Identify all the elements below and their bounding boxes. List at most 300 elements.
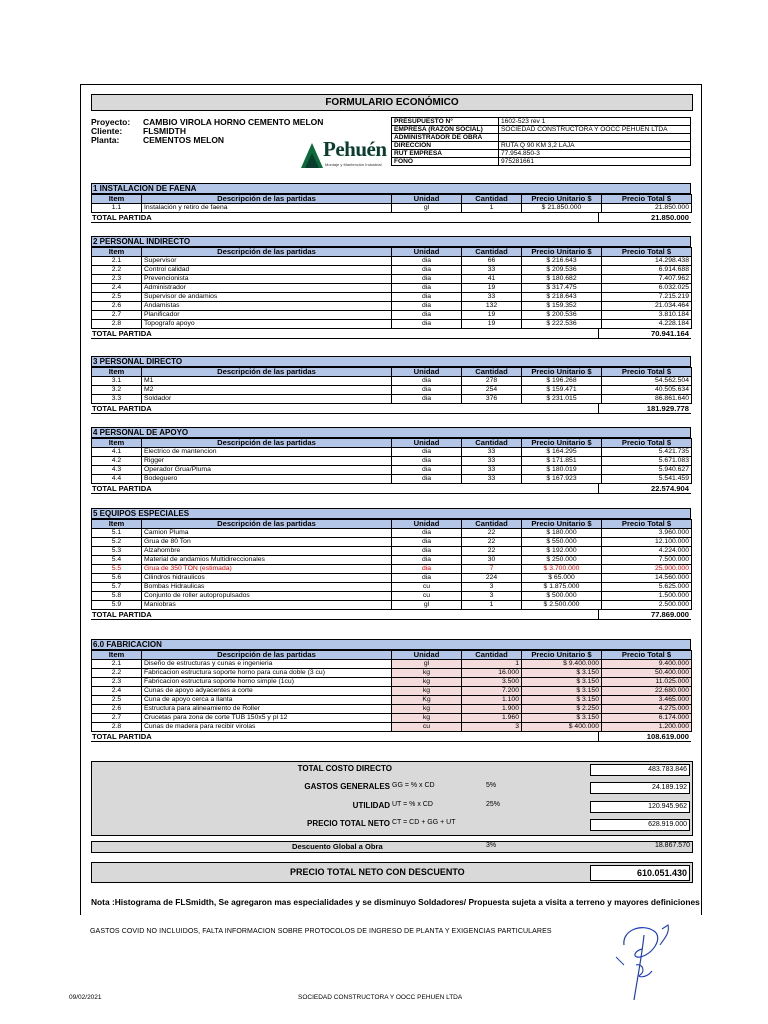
cell-desc: Rigger bbox=[142, 457, 392, 466]
cell-pu: $ 216.643 bbox=[522, 257, 602, 266]
logo-tagline: Montaje y Mantención Industrial bbox=[325, 162, 382, 167]
table-row bbox=[92, 547, 692, 556]
cell-cantidad: 1.900 bbox=[462, 705, 522, 714]
info-value bbox=[499, 134, 691, 142]
cell-unidad: kg bbox=[392, 687, 462, 696]
utilidad-row bbox=[92, 801, 692, 813]
cell-cantidad: 22 bbox=[462, 547, 522, 556]
column-header-item: Item bbox=[92, 195, 142, 204]
total-costo-directo-row bbox=[92, 764, 692, 776]
cell-desc: Cilindros hidraulicos bbox=[142, 574, 392, 583]
cell-unidad: dia bbox=[392, 466, 462, 475]
column-header-pu: Precio Unitario $ bbox=[522, 439, 602, 448]
info-key: EMPRESA (RAZON SOCIAL) bbox=[392, 126, 499, 134]
total-partida-value: 181.929.778 bbox=[598, 404, 691, 413]
cell-pu: $ 3.700.000 bbox=[522, 565, 602, 574]
table-row bbox=[92, 660, 692, 669]
cell-desc: Prevencionista bbox=[142, 275, 392, 284]
cell-desc: Planificador bbox=[142, 311, 392, 320]
cell-cantidad: 33 bbox=[462, 266, 522, 275]
table-row bbox=[92, 204, 692, 213]
table-row bbox=[92, 293, 692, 302]
cell-unidad: dia bbox=[392, 556, 462, 565]
table-row bbox=[92, 257, 692, 266]
cell-pu: $ 192.000 bbox=[522, 547, 602, 556]
column-header-pu: Precio Unitario $ bbox=[522, 248, 602, 257]
items-table bbox=[91, 438, 692, 484]
section-1 bbox=[91, 183, 691, 223]
table-row bbox=[92, 395, 692, 404]
cell-cantidad: 3.500 bbox=[462, 678, 522, 687]
cell-item: 2.2 bbox=[92, 266, 142, 275]
gg-formula: GG = % x CD bbox=[392, 782, 435, 789]
cell-pt: 9.400.000 bbox=[602, 660, 692, 669]
items-table bbox=[91, 519, 692, 610]
column-header-pt: Precio Total $ bbox=[602, 248, 692, 257]
info-row bbox=[392, 150, 691, 158]
cell-unidad: dia bbox=[392, 275, 462, 284]
cell-pt: 5.421.735 bbox=[602, 448, 692, 457]
info-value: 975281661 bbox=[499, 158, 691, 166]
table-row bbox=[92, 320, 692, 329]
total-partida-label: TOTAL PARTIDA bbox=[92, 404, 152, 413]
cell-cantidad: 33 bbox=[462, 293, 522, 302]
column-header-pt: Precio Total $ bbox=[602, 520, 692, 529]
section-2 bbox=[91, 236, 691, 339]
info-row bbox=[392, 158, 691, 166]
cell-unidad: dia bbox=[392, 266, 462, 275]
cell-item: 1.1 bbox=[92, 204, 142, 213]
cell-pu: $ 2.500.000 bbox=[522, 601, 602, 610]
cell-pu: $ 65.000 bbox=[522, 574, 602, 583]
cell-pt: 12.100.000 bbox=[602, 538, 692, 547]
column-header-desc: Descripción de las partidas bbox=[142, 368, 392, 377]
cell-item: 5.1 bbox=[92, 529, 142, 538]
cell-item: 4.3 bbox=[92, 466, 142, 475]
descuento-label: Descuento Global a Obra bbox=[292, 842, 383, 851]
section-4 bbox=[91, 427, 691, 494]
cell-desc: Supervisor bbox=[142, 257, 392, 266]
cell-cantidad: 30 bbox=[462, 556, 522, 565]
table-row bbox=[92, 266, 692, 275]
cell-desc: Supervisor de andamios bbox=[142, 293, 392, 302]
section-title: 3 PERSONAL DIRECTO bbox=[91, 356, 691, 367]
cell-cantidad: 1.100 bbox=[462, 696, 522, 705]
cell-cantidad: 3 bbox=[462, 723, 522, 732]
neto-formula: CT = CD + GG + UT bbox=[392, 819, 456, 826]
items-table bbox=[91, 650, 692, 732]
cell-pt: 5.671.083 bbox=[602, 457, 692, 466]
cell-pu: $ 209.536 bbox=[522, 266, 602, 275]
cell-item: 2.6 bbox=[92, 705, 142, 714]
cell-cantidad: 376 bbox=[462, 395, 522, 404]
table-row bbox=[92, 714, 692, 723]
column-header-cantidad: Cantidad bbox=[462, 368, 522, 377]
cell-pt: 40.505.634 bbox=[602, 386, 692, 395]
proyecto-value: CAMBIO VIROLA HORNO CEMENTO MELON bbox=[143, 117, 324, 127]
footer-date: 09/02/2021 bbox=[69, 994, 102, 1001]
cell-desc: Bodeguero bbox=[142, 475, 392, 484]
info-key: FONO bbox=[392, 158, 499, 166]
precio-neto-row bbox=[92, 819, 692, 831]
cell-pu: $ 3.150 bbox=[522, 696, 602, 705]
column-header-item: Item bbox=[92, 248, 142, 257]
cell-cantidad: 22 bbox=[462, 529, 522, 538]
cell-unidad: dia bbox=[392, 311, 462, 320]
ut-label: UTILIDAD bbox=[352, 801, 390, 810]
cell-item: 5.6 bbox=[92, 574, 142, 583]
gastos-generales-row bbox=[92, 782, 692, 794]
cell-pu: $ 9.400.000 bbox=[522, 660, 602, 669]
cell-desc: Electrico de mantencion bbox=[142, 448, 392, 457]
cell-pu: $ 3.150 bbox=[522, 678, 602, 687]
cell-cantidad: 33 bbox=[462, 448, 522, 457]
cell-desc: Conjunto de roller autopropulsados bbox=[142, 592, 392, 601]
planta-value: CEMENTOS MELON bbox=[143, 135, 225, 145]
gg-label: GASTOS GENERALES bbox=[304, 782, 390, 791]
cell-unidad: kg bbox=[392, 669, 462, 678]
cell-pt: 4.224.000 bbox=[602, 547, 692, 556]
cell-item: 4.1 bbox=[92, 448, 142, 457]
cell-desc: Alzahombre bbox=[142, 547, 392, 556]
cell-pt: 7.407.962 bbox=[602, 275, 692, 284]
cell-pt: 22.680.000 bbox=[602, 687, 692, 696]
header-row bbox=[92, 368, 692, 377]
cell-pt: 86.861.640 bbox=[602, 395, 692, 404]
header-row bbox=[92, 651, 692, 660]
cell-desc: Grua de 80 Ton bbox=[142, 538, 392, 547]
cell-desc: Operador Grua/Pluma bbox=[142, 466, 392, 475]
footer-company: SOCIEDAD CONSTRUCTORA Y OOCC PEHUEN LTDA bbox=[298, 994, 463, 1001]
costo-directo-label: TOTAL COSTO DIRECTO bbox=[297, 764, 392, 773]
cell-desc: Maniobras bbox=[142, 601, 392, 610]
cell-item: 3.3 bbox=[92, 395, 142, 404]
cell-item: 5.7 bbox=[92, 583, 142, 592]
table-row bbox=[92, 565, 692, 574]
column-header-pt: Precio Total $ bbox=[602, 368, 692, 377]
cell-desc: M2 bbox=[142, 386, 392, 395]
cell-desc: Soldador bbox=[142, 395, 392, 404]
cell-item: 2.7 bbox=[92, 714, 142, 723]
descuento-pct: 3% bbox=[486, 842, 497, 849]
column-header-unidad: Unidad bbox=[392, 520, 462, 529]
cell-unidad: dia bbox=[392, 457, 462, 466]
form-title: FORMULARIO ECONÓMICO bbox=[91, 94, 693, 111]
column-header-unidad: Unidad bbox=[392, 368, 462, 377]
cell-unidad: dia bbox=[392, 395, 462, 404]
cell-desc: M1 bbox=[142, 377, 392, 386]
table-row bbox=[92, 601, 692, 610]
cell-desc: Administrador bbox=[142, 284, 392, 293]
cell-desc: Diseño de estructuras y cunas e ingenieria bbox=[142, 660, 392, 669]
cell-item: 2.4 bbox=[92, 687, 142, 696]
proyecto-label: Proyecto: bbox=[91, 117, 131, 127]
column-header-cantidad: Cantidad bbox=[462, 195, 522, 204]
cell-cantidad: 19 bbox=[462, 284, 522, 293]
section-6 bbox=[91, 639, 691, 742]
total-partida-label: TOTAL PARTIDA bbox=[92, 213, 152, 222]
cell-pt: 3.810.184 bbox=[602, 311, 692, 320]
cell-desc: Andamistas bbox=[142, 302, 392, 311]
info-row bbox=[392, 126, 691, 134]
column-header-desc: Descripción de las partidas bbox=[142, 195, 392, 204]
table-row bbox=[92, 556, 692, 565]
cell-desc: Cuna de apoyo cerca a llanta bbox=[142, 696, 392, 705]
total-partida-label: TOTAL PARTIDA bbox=[92, 329, 152, 338]
cell-pu: $ 196.268 bbox=[522, 377, 602, 386]
nota-text: Nota :Histograma de FLSmidth, Se agregaron mas especialidades y se disminuyo Soldadores/ Propuesta sujeta a visita a terreno y mayores definiciones bbox=[91, 897, 700, 907]
cell-pu: $ 231.015 bbox=[522, 395, 602, 404]
cell-desc: Crucetas para zona de corte TUB 150x5 y pl 12 bbox=[142, 714, 392, 723]
cell-pt: 14.298.438 bbox=[602, 257, 692, 266]
cell-pu: $ 500.000 bbox=[522, 592, 602, 601]
cell-unidad: dia bbox=[392, 320, 462, 329]
cell-pt: 25.900.000 bbox=[602, 565, 692, 574]
cell-pu: $ 1.875.000 bbox=[522, 583, 602, 592]
cell-pu: $ 317.475 bbox=[522, 284, 602, 293]
column-header-unidad: Unidad bbox=[392, 248, 462, 257]
cell-cantidad: 66 bbox=[462, 257, 522, 266]
cell-pu: $ 3.150 bbox=[522, 714, 602, 723]
table-row bbox=[92, 448, 692, 457]
column-header-item: Item bbox=[92, 368, 142, 377]
cell-pt: 4.275.000 bbox=[602, 705, 692, 714]
cell-item: 2.8 bbox=[92, 723, 142, 732]
cell-unidad: dia bbox=[392, 538, 462, 547]
signature-icon bbox=[612, 905, 692, 1005]
column-header-pu: Precio Unitario $ bbox=[522, 520, 602, 529]
cell-unidad: kg bbox=[392, 705, 462, 714]
items-table bbox=[91, 194, 692, 213]
cell-unidad: dia bbox=[392, 257, 462, 266]
table-row bbox=[92, 705, 692, 714]
cell-desc: Material de andamios Multidireccionales bbox=[142, 556, 392, 565]
cell-item: 2.7 bbox=[92, 311, 142, 320]
table-row bbox=[92, 723, 692, 732]
table-row bbox=[92, 311, 692, 320]
cell-pt: 50.400.000 bbox=[602, 669, 692, 678]
cell-unidad: gl bbox=[392, 601, 462, 610]
cell-unidad: dia bbox=[392, 377, 462, 386]
total-partida-label: TOTAL PARTIDA bbox=[92, 484, 152, 493]
cell-pt: 21.034.464 bbox=[602, 302, 692, 311]
precio-neto-descuento-row bbox=[91, 862, 693, 883]
cell-item: 2.1 bbox=[92, 660, 142, 669]
cell-cantidad: 3 bbox=[462, 583, 522, 592]
column-header-item: Item bbox=[92, 651, 142, 660]
cell-cantidad: 33 bbox=[462, 475, 522, 484]
column-header-pu: Precio Unitario $ bbox=[522, 195, 602, 204]
cell-item: 2.1 bbox=[92, 257, 142, 266]
cell-cantidad: 224 bbox=[462, 574, 522, 583]
column-header-cantidad: Cantidad bbox=[462, 520, 522, 529]
table-row bbox=[92, 457, 692, 466]
cell-desc: Grua de 350 TON (estimada) bbox=[142, 565, 392, 574]
column-header-desc: Descripción de las partidas bbox=[142, 520, 392, 529]
cell-pt: 5.625.000 bbox=[602, 583, 692, 592]
info-value: 77.954.850-3 bbox=[499, 150, 691, 158]
cell-unidad: dia bbox=[392, 293, 462, 302]
cell-cantidad: 1 bbox=[462, 601, 522, 610]
cell-desc: Bombas Hidraulicas bbox=[142, 583, 392, 592]
total-partida-label: TOTAL PARTIDA bbox=[92, 610, 152, 619]
table-row bbox=[92, 696, 692, 705]
cell-cantidad: 33 bbox=[462, 457, 522, 466]
section-title: 5 EQUIPOS ESPECIALES bbox=[91, 508, 691, 519]
table-row bbox=[92, 466, 692, 475]
table-row bbox=[92, 275, 692, 284]
section-5 bbox=[91, 508, 691, 620]
cell-item: 5.4 bbox=[92, 556, 142, 565]
cell-pt: 4.228.184 bbox=[602, 320, 692, 329]
cell-pu: $ 167.923 bbox=[522, 475, 602, 484]
cell-unidad: cu bbox=[392, 583, 462, 592]
company-info-table bbox=[391, 117, 691, 166]
net-desc-value: 610.051.430 bbox=[590, 865, 690, 881]
table-row bbox=[92, 377, 692, 386]
cell-pt: 3.465.000 bbox=[602, 696, 692, 705]
cell-cantidad: 22 bbox=[462, 538, 522, 547]
cell-pu: $ 180.000 bbox=[522, 529, 602, 538]
items-table bbox=[91, 247, 692, 329]
cell-pu: $ 159.471 bbox=[522, 386, 602, 395]
cell-unidad: dia bbox=[392, 386, 462, 395]
table-row bbox=[92, 302, 692, 311]
column-header-pt: Precio Total $ bbox=[602, 195, 692, 204]
table-row bbox=[92, 669, 692, 678]
cell-desc: Cunas de madera para recibir virolas bbox=[142, 723, 392, 732]
total-partida-row bbox=[91, 732, 691, 742]
total-partida-value: 77.869.000 bbox=[598, 610, 691, 619]
cell-unidad: cu bbox=[392, 592, 462, 601]
table-row bbox=[92, 386, 692, 395]
column-header-item: Item bbox=[92, 520, 142, 529]
total-partida-value: 22.574.904 bbox=[598, 484, 691, 493]
column-header-desc: Descripción de las partidas bbox=[142, 439, 392, 448]
cell-item: 2.8 bbox=[92, 320, 142, 329]
cell-item: 2.5 bbox=[92, 293, 142, 302]
section-title: 2 PERSONAL INDIRECTO bbox=[91, 236, 691, 247]
cell-desc: Instalación y retiro de faena bbox=[142, 204, 392, 213]
column-header-desc: Descripción de las partidas bbox=[142, 651, 392, 660]
section-3 bbox=[91, 356, 691, 414]
header-row bbox=[92, 439, 692, 448]
cell-cantidad: 132 bbox=[462, 302, 522, 311]
cell-desc: Estructura para alineamiento de Roller bbox=[142, 705, 392, 714]
cell-cantidad: 16.000 bbox=[462, 669, 522, 678]
covid-footnote: GASTOS COVID NO INCLUIDOS, FALTA INFORMACION SOBRE PROTOCOLOS DE INGRESO DE PLANTA Y EXIGENCIAS PARTICULARES bbox=[90, 928, 552, 935]
cell-pt: 2.500.000 bbox=[602, 601, 692, 610]
column-header-unidad: Unidad bbox=[392, 651, 462, 660]
cell-item: 2.3 bbox=[92, 275, 142, 284]
total-partida-value: 70.941.164 bbox=[598, 329, 691, 338]
cell-item: 5.3 bbox=[92, 547, 142, 556]
total-partida-label: TOTAL PARTIDA bbox=[92, 732, 152, 741]
cell-cantidad: 33 bbox=[462, 466, 522, 475]
table-row bbox=[92, 687, 692, 696]
cell-item: 5.8 bbox=[92, 592, 142, 601]
cell-desc: Cunas de apoyo adyacentes a corte bbox=[142, 687, 392, 696]
info-row bbox=[392, 118, 691, 126]
cell-pt: 7.215.219 bbox=[602, 293, 692, 302]
column-header-pt: Precio Total $ bbox=[602, 439, 692, 448]
total-partida-row bbox=[91, 404, 691, 414]
cell-cantidad: 19 bbox=[462, 311, 522, 320]
column-header-cantidad: Cantidad bbox=[462, 439, 522, 448]
cell-unidad: dia bbox=[392, 547, 462, 556]
info-row bbox=[392, 134, 691, 142]
cell-unidad: dia bbox=[392, 565, 462, 574]
cell-unidad: dia bbox=[392, 448, 462, 457]
info-key: RUT EMPRESA bbox=[392, 150, 499, 158]
cell-unidad: dia bbox=[392, 302, 462, 311]
cell-item: 4.4 bbox=[92, 475, 142, 484]
cell-pu: $ 250.000 bbox=[522, 556, 602, 565]
cell-cantidad: 1 bbox=[462, 204, 522, 213]
gg-pct: 5% bbox=[486, 782, 497, 789]
total-partida-row bbox=[91, 329, 691, 339]
info-key: PRESUPUESTO N° bbox=[392, 118, 499, 126]
cell-cantidad: 254 bbox=[462, 386, 522, 395]
ut-pct: 25% bbox=[486, 801, 501, 808]
cell-pu: $ 164.295 bbox=[522, 448, 602, 457]
cell-unidad: kg bbox=[392, 714, 462, 723]
cell-desc: Control calidad bbox=[142, 266, 392, 275]
summary-box bbox=[91, 761, 693, 836]
cell-cantidad: 7.200 bbox=[462, 687, 522, 696]
logo-name: Pehuén bbox=[323, 137, 387, 161]
cell-pu: $ 180.682 bbox=[522, 275, 602, 284]
section-title: 1 INSTALACION DE FAENA bbox=[91, 183, 691, 194]
table-row bbox=[92, 583, 692, 592]
planta-label: Planta: bbox=[91, 135, 120, 145]
cell-pu: $ 550.000 bbox=[522, 538, 602, 547]
cell-pt: 5.541.459 bbox=[602, 475, 692, 484]
table-row bbox=[92, 592, 692, 601]
cell-pt: 1.500.000 bbox=[602, 592, 692, 601]
neto-value: 628.919.000 bbox=[590, 819, 690, 831]
cell-item: 3.2 bbox=[92, 386, 142, 395]
descuento-row bbox=[91, 841, 693, 853]
cell-cantidad: 1.960 bbox=[462, 714, 522, 723]
gg-value: 24.189.192 bbox=[590, 782, 690, 794]
info-key: DIRECCION bbox=[392, 142, 499, 150]
ut-formula: UT = % x CD bbox=[392, 801, 433, 808]
cell-pu: $ 2.250 bbox=[522, 705, 602, 714]
cell-cantidad: 7 bbox=[462, 565, 522, 574]
cell-unidad: dia bbox=[392, 574, 462, 583]
cell-item: 3.1 bbox=[92, 377, 142, 386]
cell-pt: 21.850.000 bbox=[602, 204, 692, 213]
total-partida-row bbox=[91, 213, 691, 223]
cell-item: 2.4 bbox=[92, 284, 142, 293]
cell-desc: Fabricacion estructura soporte horno para cuna doble (3 cu) bbox=[142, 669, 392, 678]
info-value: RUTA Q 90 KM 3,2 LAJA bbox=[499, 142, 691, 150]
cell-unidad: kg bbox=[392, 678, 462, 687]
table-row bbox=[92, 678, 692, 687]
column-header-unidad: Unidad bbox=[392, 439, 462, 448]
cell-item: 2.5 bbox=[92, 696, 142, 705]
header-row bbox=[92, 195, 692, 204]
table-row bbox=[92, 529, 692, 538]
cell-pt: 11.025.000 bbox=[602, 678, 692, 687]
cell-item: 5.9 bbox=[92, 601, 142, 610]
logo-mark-icon bbox=[299, 139, 325, 169]
cell-pt: 6.174.000 bbox=[602, 714, 692, 723]
cell-pu: $ 159.352 bbox=[522, 302, 602, 311]
cell-pt: 6.032.025 bbox=[602, 284, 692, 293]
descuento-value: 18.867.570 bbox=[654, 842, 690, 849]
